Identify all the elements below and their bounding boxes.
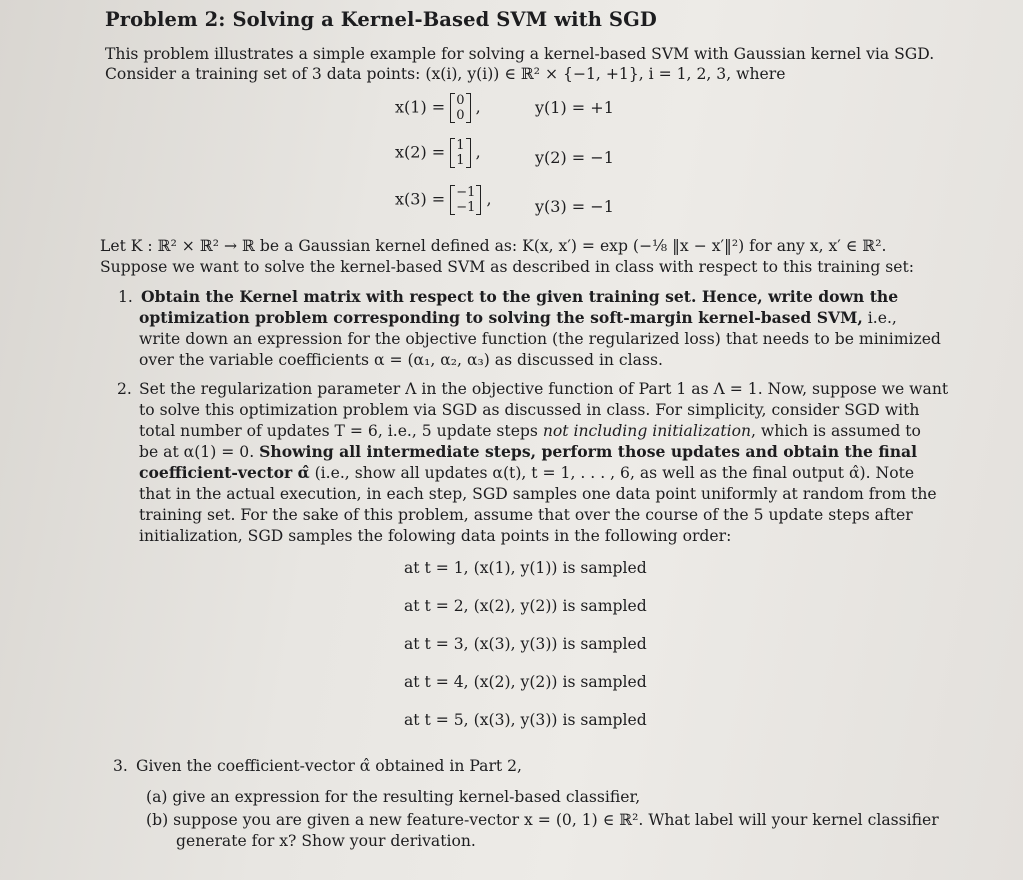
sample-row (404, 559, 647, 577)
sample-suffix: is sampled (562, 711, 647, 729)
part-3-b-line-1: (b) suppose you are given a new feature-vector x = (0, 1) ∈ ℝ². What label will your kernel classifier (146, 811, 939, 829)
part-2-line-4-bold: Showing all intermediate steps, perform those updates and obtain the final (259, 442, 918, 461)
point-1-x-vector (450, 93, 470, 123)
point-3-x-vector (450, 185, 481, 215)
part-2-line-3c: , which is assumed to (751, 422, 921, 440)
part-3-number: 3. (113, 757, 128, 775)
sample-time: at t = 5, (404, 711, 469, 729)
part-2-line-3-italic: not including initialization (542, 422, 752, 440)
part-1-line-2-bold: optimization problem corresponding to solving the soft-margin kernel-based SVM, (139, 308, 863, 327)
sample-suffix: is sampled (562, 597, 647, 615)
point-3-y: y(3) = −1 (535, 197, 614, 216)
intro-line-2: Consider a training set of 3 data points: (x(i), y(i)) ∈ ℝ² × {−1, +1}, i = 1, 2, 3, where (105, 65, 786, 83)
vec-entry: 0 (456, 108, 465, 123)
sample-time: at t = 2, (404, 597, 469, 615)
part-1-line-4: over the variable coefficients α = (α₁, α₂, α₃) as discussed in class. (139, 351, 663, 369)
part-2-line-1: Set the regularization parameter Λ in the objective function of Part 1 as Λ = 1. Now, suppose we want (139, 380, 949, 398)
sample-row (404, 635, 647, 653)
part-3-a: (a) give an expression for the resulting kernel-based classifier, (146, 788, 641, 806)
part-2-line-4a: be at α(1) = 0. (139, 443, 260, 461)
part-2-line-8: initialization, SGD samples the folowing data points in the following order: (139, 527, 732, 545)
kernel-line-1: Let K : ℝ² × ℝ² → ℝ be a Gaussian kernel defined as: K(x, x′) = exp (−⅛ ‖x − x′‖²) for any x, x′ ∈ ℝ². (100, 237, 887, 255)
sample-suffix: is sampled (562, 673, 647, 691)
sample-time: at t = 1, (404, 559, 469, 577)
part-2-line-6: that in the actual execution, in each step, SGD samples one data point uniformly at random from the (139, 485, 937, 503)
sample-time: at t = 3, (404, 635, 469, 653)
part-2-line-4 (139, 442, 917, 463)
part-2-line-5-bold: coefficient-vector α̂ (139, 463, 310, 482)
sample-point: (x(3), y(3)) (473, 635, 558, 653)
part-2-line-3 (139, 421, 921, 442)
part-2-line-3a: total number of updates T = 6, i.e., 5 update steps (139, 422, 543, 440)
sample-point: (x(2), y(2)) (473, 673, 558, 691)
part-3-line-1: Given the coefficient-vector α̂ obtained in Part 2, (136, 757, 523, 775)
point-1-y: y(1) = +1 (535, 98, 614, 117)
part-2-line-5b: (i.e., show all updates α(t), t = 1, . . . , 6, as well as the final output α̂). Note (309, 464, 915, 482)
vec-entry: 0 (456, 93, 465, 108)
sample-time: at t = 4, (404, 673, 469, 691)
point-2-y: y(2) = −1 (535, 148, 614, 167)
part-2-number: 2. (117, 380, 132, 398)
point-3-x-label: x(3) = (395, 189, 446, 209)
sample-point: (x(2), y(2)) (473, 597, 558, 615)
part-1-number: 1. (118, 288, 133, 306)
sample-point: (x(3), y(3)) (473, 711, 558, 729)
sample-row (404, 597, 647, 615)
sample-row (404, 673, 647, 691)
point-2-x-vector (450, 138, 470, 168)
problem-title: Problem 2: Solving a Kernel-Based SVM with SGD (105, 8, 657, 31)
point-1-x: x(1) = 0 0 , (395, 93, 481, 123)
vec-entry: 1 (456, 153, 465, 168)
part-1-line-1: Obtain the Kernel matrix with respect to the given training set. Hence, write down the (141, 287, 899, 306)
part-2-line-7: training set. For the sake of this problem, assume that over the course of the 5 update steps after (139, 506, 913, 524)
point-3-x: x(3) = −1 −1 , (395, 185, 492, 215)
part-2-line-2: to solve this optimization problem via SGD as discussed in class. For simplicity, consider SGD with (139, 401, 920, 419)
sample-row (404, 711, 647, 729)
sample-point: (x(1), y(1)) (473, 559, 558, 577)
part-1-line-2 (139, 308, 897, 329)
point-2-x-label: x(2) = (395, 142, 446, 162)
intro-line-1: This problem illustrates a simple example for solving a kernel-based SVM with Gaussian kernel via SGD. (105, 45, 935, 63)
vec-entry: −1 (456, 200, 476, 215)
part-1-line-2-tail: i.e., (862, 309, 897, 327)
part-2-line-5 (139, 463, 914, 484)
sample-suffix: is sampled (562, 559, 647, 577)
vec-entry: 1 (456, 138, 465, 153)
point-2-x: x(2) = 1 1 , (395, 138, 481, 168)
sample-suffix: is sampled (562, 635, 647, 653)
kernel-line-2: Suppose we want to solve the kernel-based SVM as described in class with respect to this training set: (100, 258, 915, 276)
vec-entry: −1 (456, 185, 476, 200)
part-3-b-line-2: generate for x? Show your derivation. (176, 832, 476, 850)
point-1-x-label: x(1) = (395, 97, 446, 117)
part-1-line-3: write down an expression for the objective function (the regularized loss) that needs to be minimized (139, 330, 941, 348)
